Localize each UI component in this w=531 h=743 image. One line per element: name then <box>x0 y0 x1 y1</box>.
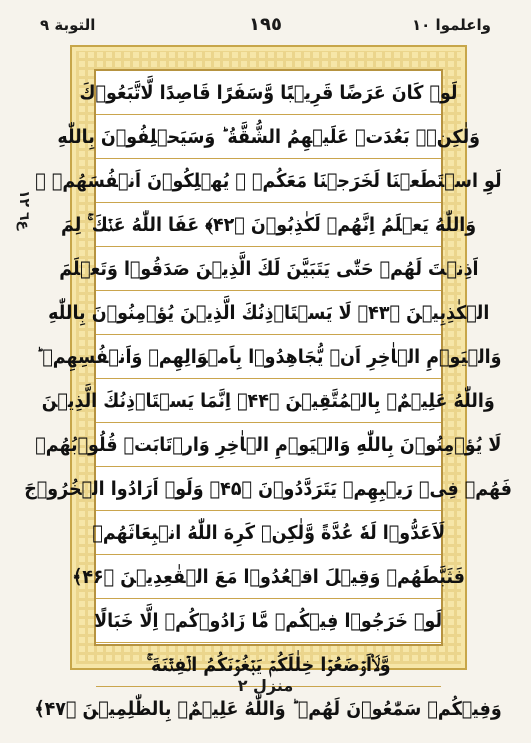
manzil-footer: منزل ٢ <box>237 676 294 695</box>
verse-line-text: فَثَبَّطَهُمۡ وَقِيۡلَ اقۡعُدُوۡا مَعَ الۡقٰعِدِيۡنَ ﴿۴۶﴾ <box>72 565 465 588</box>
surah-title: التوبة ٩ <box>40 16 96 34</box>
page-header <box>40 6 491 40</box>
verse-line-text: وَفِيۡكُمۡ سَمّٰعُوۡنَ لَهُمۡ ؕ وَاللّٰهُ عَلِيۡمٌۢ بِالظّٰلِمِيۡنَ ﴿۴۷﴾ <box>34 698 503 720</box>
verse-line-text: لَا يُؤۡمِنُوۡنَ بِاللّٰهِ وَالۡيَوۡمِ الۡاٰخِرِ وَارۡتَابَتۡ قُلُوۡبُهُمۡ <box>35 433 502 456</box>
verse-line-text: لَوۡ كَانَ عَرَضًا قَرِيۡبًا وَّسَفَرًا قَاصِدًا لَّاتَّبَعُوۡكَ <box>79 81 458 104</box>
verse-line-text: وَلٰكِنۡۢ بَعُدَتۡ عَلَيۡهِمُ الشُّقَّةُ ؕ وَسَيَحۡلِفُوۡنَ بِاللّٰهِ <box>57 125 480 148</box>
verse-line-text: فَهُمۡ فِىۡ رَيۡبِهِمۡ يَتَرَدَّدُوۡنَ ﴿۴۵﴾ وَلَوۡ اَرَادُوا الۡخُرُوۡجَ <box>24 477 513 500</box>
verse-line-text: الۡكٰذِبِيۡنَ ﴿۴۳﴾ لَا يَسۡتَاۡذِنُكَ الَّذِيۡنَ يُؤۡمِنُوۡنَ بِاللّٰهِ <box>47 301 490 324</box>
verse-line <box>57 115 480 159</box>
verse-line-text: وَالۡيَوۡمِ الۡاٰخِرِ اَنۡ يُّجَاهِدُوۡا بِاَمۡوَالِهِمۡ وَاَنۡفُسِهِمۡ ؕ <box>35 345 502 368</box>
verse-line <box>60 203 477 247</box>
verse-line-text: وَاللّٰهُ عَلِيۡمٌۢ بِالۡمُتَّقِيۡنَ ﴿۴۴﴾ اِنَّمَا يَسۡتَاۡذِنُكَ الَّذِيۡنَ <box>42 389 495 412</box>
verse-line <box>42 379 495 423</box>
verse-line-text: وَاللّٰهُ يَعۡلَمُ اِنَّهُمۡ لَكٰذِبُوۡنَ ﴿۴۲﴾ عَفَا اللّٰهُ عَنۡكَ ۚ لِمَ <box>60 213 477 236</box>
verse-line <box>96 599 441 643</box>
verse-line <box>58 247 479 291</box>
verse-line <box>92 511 445 555</box>
ruku-margin-marker: ع٦ ١٢ <box>16 190 32 231</box>
verse-line-text: لَوۡ خَرَجُوۡا فِيۡكُمۡ مَّا زَادُوۡكُمۡ اِلَّا خَبَالًا <box>94 609 443 632</box>
verse-line <box>79 71 458 115</box>
verse-line <box>47 291 490 335</box>
verse-line <box>24 467 513 511</box>
verse-line <box>35 423 502 467</box>
verse-line <box>35 159 502 203</box>
page-number: ١٩٥ <box>249 14 282 35</box>
verse-line-text: وَّلَا۟اَوۡضَعُوۡا خِلٰلَكُمۡ يَبۡغُوۡنَكُمُ الۡفِتۡنَةَ ۚ <box>146 653 391 676</box>
verse-line-text: لَاَعَدُّوۡا لَهٗ عُدَّةً وَّلٰكِنۡ كَرِهَ اللّٰهُ انۢبِعَاثَهُمۡ <box>92 521 445 544</box>
juz-title: واعلموا ١٠ <box>412 16 491 34</box>
verse-line-text: لَوِ اسۡتَطَعۡنَا لَخَرَجۡنَا مَعَكُمۡ ۚ يُهۡلِكُوۡنَ اَنۡفُسَهُمۡ ۚ <box>35 169 502 192</box>
verse-line <box>72 555 465 599</box>
verse-line <box>35 335 502 379</box>
verse-line-text: اَذِنۡتَ لَهُمۡ حَتّٰى يَتَبَيَّنَ لَكَ الَّذِيۡنَ صَدَقُوۡا وَتَعۡلَمَ <box>58 257 479 280</box>
